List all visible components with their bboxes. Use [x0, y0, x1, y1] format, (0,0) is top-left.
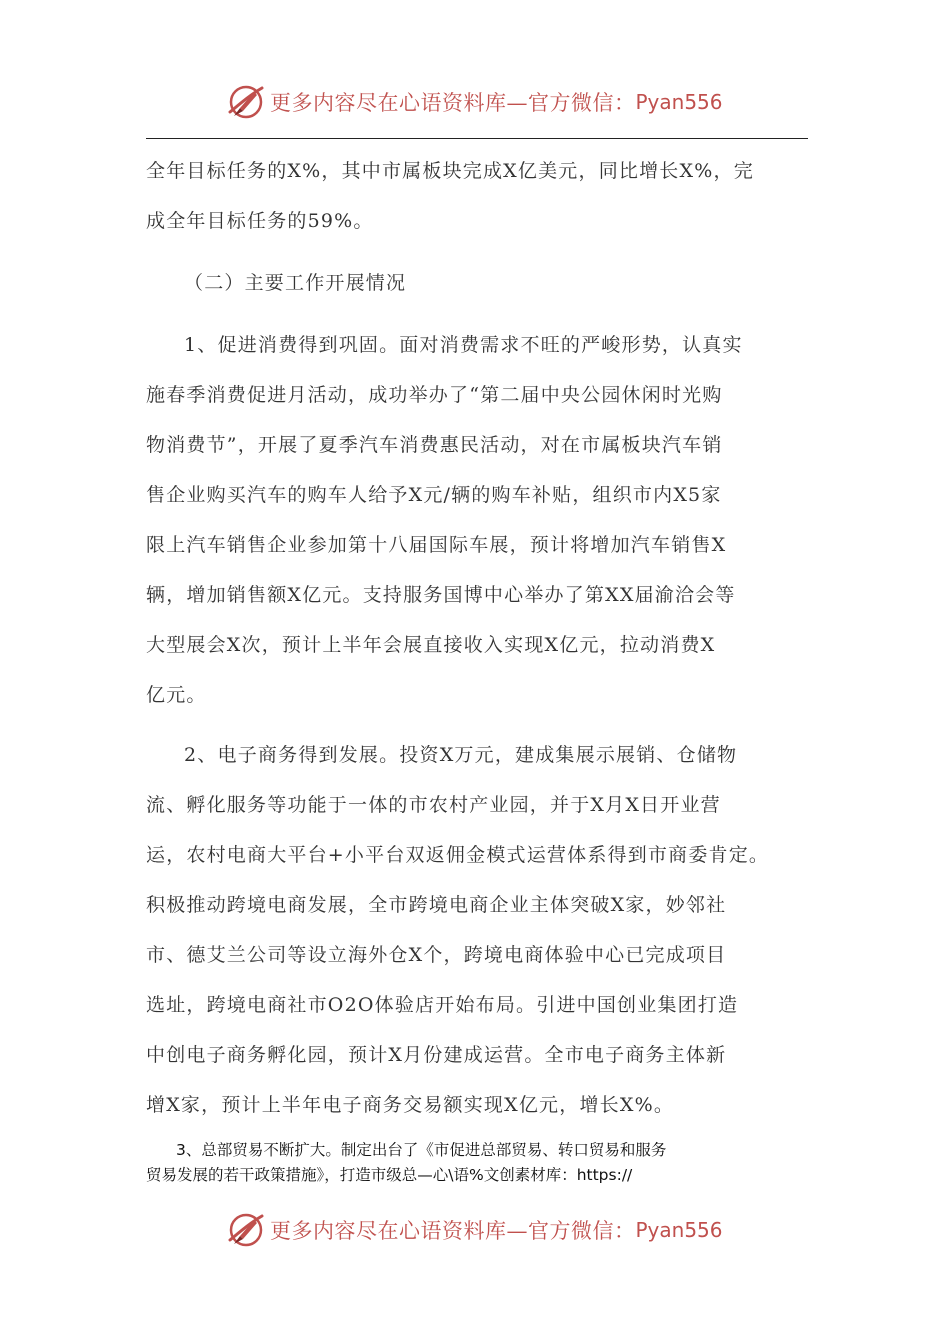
text-line: 选址，跨境电商社市O2O体验店开始布局。引进中国创业集团打造: [146, 994, 739, 1016]
header-rule: [146, 138, 808, 139]
text-line: 施春季消费促进月活动，成功举办了“第二届中央公园休闲时光购: [146, 384, 723, 406]
text-line: 大型展会X次，预计上半年会展直接收入实现X亿元，拉动消费X: [146, 634, 716, 656]
pen-logo-icon: [226, 82, 266, 122]
text-line: 物消费节”，开展了夏季汽车消费惠民活动，对在市属板块汽车销: [146, 434, 723, 456]
wechat-id: Pyan556: [635, 1218, 723, 1242]
text-line: 成全年目标任务的59%。: [146, 210, 374, 232]
text-line: 辆，增加销售额X亿元。支持服务国博中心举办了第XX届渝洽会等: [146, 584, 736, 606]
text-line: 全年目标任务的X%，其中市属板块完成X亿美元，同比增长X%，完: [146, 160, 754, 182]
banner-text: 更多内容尽在心语资料库—官方微信：: [270, 91, 636, 115]
text-line: 积极推动跨境电商发展，全市跨境电商企业主体突破X家，妙邻社: [146, 894, 727, 916]
text-line: 市、德艾兰公司等设立海外仓X个，跨境电商体验中心已完成项目: [146, 944, 727, 966]
text-line: 增X家，预计上半年电子商务交易额实现X亿元，增长X%。: [146, 1094, 675, 1116]
header-banner: [226, 80, 746, 124]
footer-banner: [226, 1208, 746, 1252]
text-line: 1、促进消费得到巩固。面对消费需求不旺的严峻形势，认真实: [184, 334, 743, 356]
text-line: 售企业购买汽车的购车人给予X元/辆的购车补贴，组织市内X5家: [146, 484, 722, 506]
text-line: 亿元。: [146, 684, 207, 706]
tail-line: 3、总部贸易不断扩大。制定出台了《市促进总部贸易、转口贸易和服务: [176, 1141, 667, 1159]
text-line: 运，农村电商大平台+小平台双返佣金模式运营体系得到市商委肯定。: [146, 844, 770, 866]
banner-text: 更多内容尽在心语资料库—官方微信：: [270, 1219, 636, 1243]
section-heading: （二）主要工作开展情况: [184, 272, 407, 294]
text-line: 流、孵化服务等功能于一体的市农村产业园，并于X月X日开业营: [146, 794, 721, 816]
tail-line: 贸易发展的若干政策措施》，打造市级总—心\语%文创素材库：https://: [146, 1166, 633, 1184]
text-line: 2、电子商务得到发展。投资X万元，建成集展示展销、仓储物: [184, 744, 738, 766]
wechat-id: Pyan556: [635, 90, 723, 114]
text-line: 限上汽车销售企业参加第十八届国际车展，预计将增加汽车销售X: [146, 534, 727, 556]
text-line: 中创电子商务孵化园，预计X月份建成运营。全市电子商务主体新: [146, 1044, 727, 1066]
pen-logo-icon: [226, 1210, 266, 1250]
